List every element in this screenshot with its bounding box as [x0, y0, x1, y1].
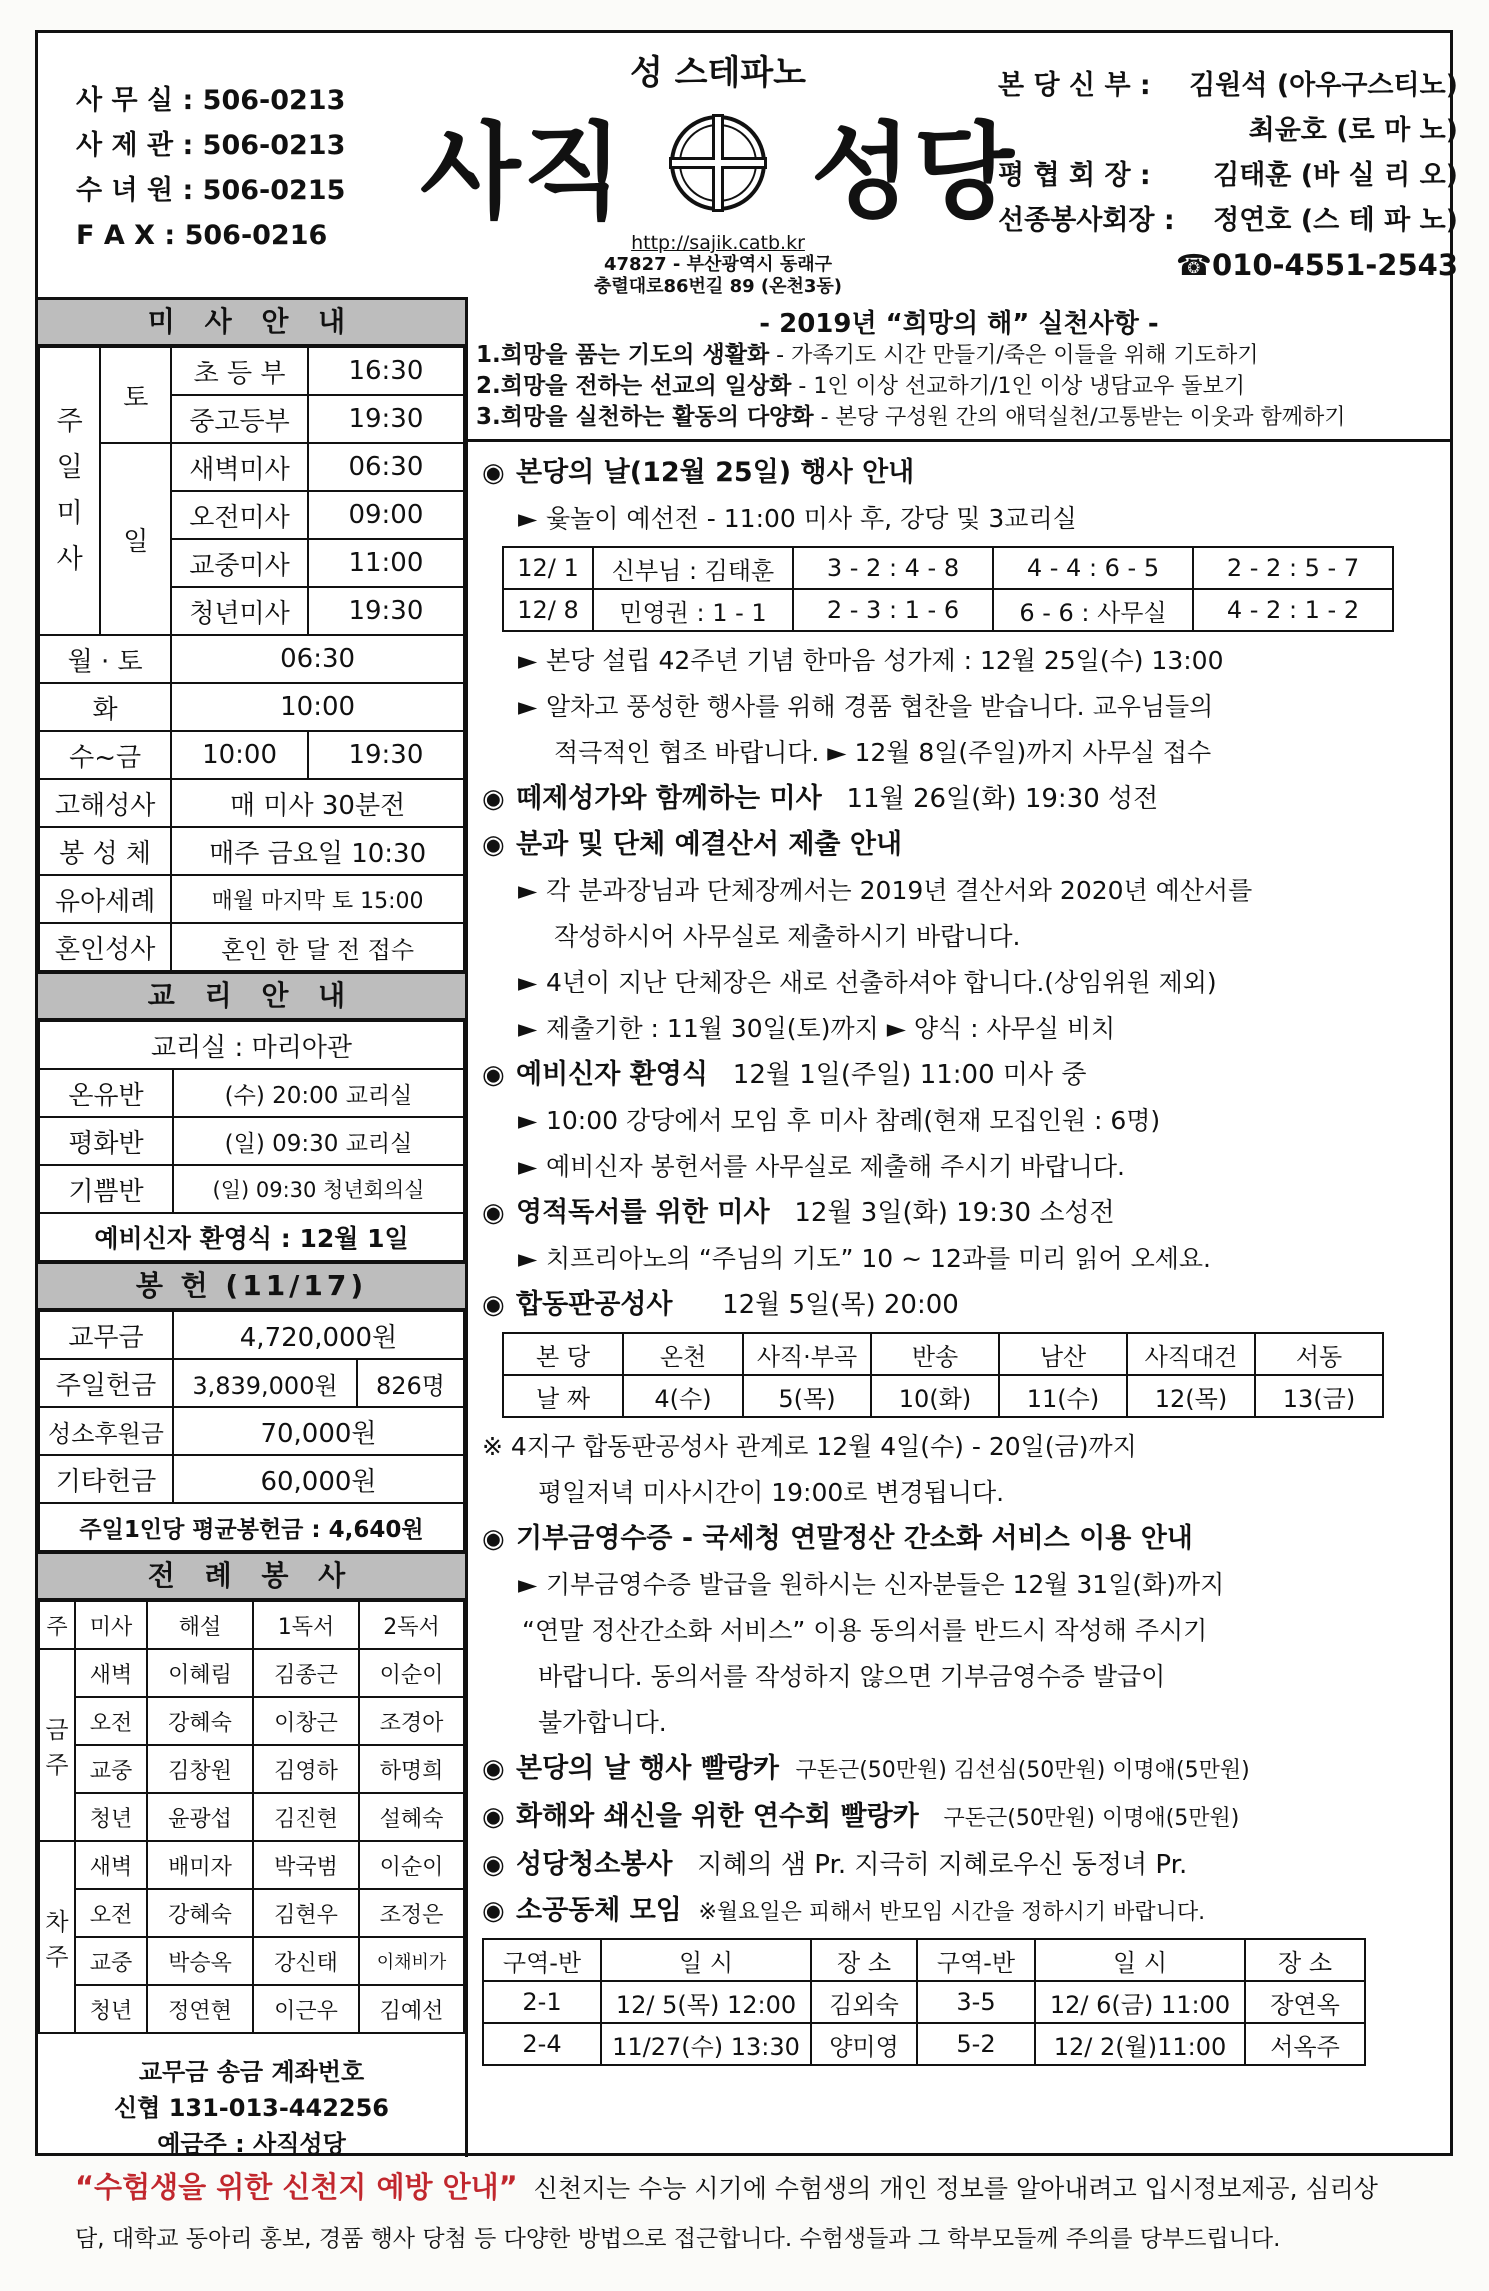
area-cell: 3-5 — [917, 1981, 1035, 2023]
triangle-bullet-icon: ► — [518, 1106, 538, 1135]
commentator: 강혜숙 — [147, 1697, 253, 1745]
class-name: 온유반 — [39, 1069, 173, 1117]
contact-convent: 수 녀 원 : 506-0215 — [76, 175, 346, 206]
sacrament-value: 혼인 한 달 전 접수 — [171, 923, 464, 971]
news-donor-feast: ◉ 본당의 날 행사 빨랑카 구돈근(50만원) 김선심(50만원) 이명애(5만원) — [482, 1746, 1450, 1794]
mass-name: 초 등 부 — [171, 347, 308, 395]
weekday-label: 화 — [39, 683, 171, 731]
class-time: (일) 09:30 교리실 — [173, 1117, 464, 1165]
date-cell: 11(수) — [999, 1375, 1127, 1417]
news-taize: ◉ 떼제성가와 함께하는 미사 11월 26일(화) 19:30 성전 — [482, 776, 1450, 822]
welcome-line: ► 10:00 강당에서 모임 후 미사 참례(현재 모집인원 : 6명) — [482, 1098, 1450, 1144]
reader1: 박국범 — [253, 1841, 359, 1889]
parish-url[interactable]: http://sajik.catb.kr — [631, 232, 805, 254]
catechumen-welcome: 예비신자 환영식 : 12월 1일 — [39, 1213, 464, 1261]
sacrament-value: 매 미사 30분전 — [171, 779, 464, 827]
reader2: 조정은 — [359, 1889, 464, 1937]
yut-match: 2 - 2 : 5 - 7 — [1193, 547, 1393, 589]
contact-fax: F A X : 506-0216 — [76, 220, 328, 251]
parish-cell: 남산 — [999, 1333, 1127, 1375]
weekday-time: 10:00 — [171, 683, 464, 731]
reader1: 이근우 — [253, 1985, 359, 2033]
date-cell: 13(금) — [1255, 1375, 1383, 1417]
area-cell: 5-2 — [917, 2023, 1035, 2065]
bullseye-icon: ◉ — [482, 1060, 505, 1090]
commentator: 김창원 — [147, 1745, 253, 1793]
offering-amount: 4,720,000원 — [173, 1311, 464, 1359]
class-time: (수) 20:00 교리실 — [173, 1069, 464, 1117]
address-line-1: 47827 - 부산광역시 동래구 — [604, 254, 832, 275]
practice-item: 1.희망을 품는 기도의 생활화 - 가족기도 시간 만들기/죽은 이들을 위해 기도하기 — [476, 342, 1259, 368]
reader1: 김현우 — [253, 1889, 359, 1937]
yut-match: 6 - 6 : 사무실 — [993, 589, 1193, 631]
triangle-bullet-icon: ► — [518, 968, 538, 997]
contact-office: 사 무 실 : 506-0213 — [76, 85, 346, 116]
bullseye-icon: ◉ — [482, 1802, 505, 1832]
bullseye-icon: ◉ — [482, 1896, 505, 1926]
triangle-bullet-icon: ► — [518, 1152, 538, 1181]
col-mass: 미사 — [75, 1601, 147, 1649]
triangle-bullet-icon: ► — [518, 504, 538, 533]
reader1: 강신태 — [253, 1937, 359, 1985]
parish-cell: 온천 — [623, 1333, 743, 1375]
contact-rectory: 사 제 관 : 506-0213 — [76, 130, 346, 161]
mass-slot: 오전 — [75, 1889, 147, 1937]
triangle-bullet-icon: ► — [518, 692, 538, 721]
weekday-time: 06:30 — [171, 635, 464, 683]
reader2: 김예선 — [359, 1985, 464, 2033]
news-welcome: ◉ 예비신자 환영식 12월 1일(주일) 11:00 미사 중 — [482, 1052, 1450, 1098]
clergy-list — [998, 63, 1458, 288]
liturgy-section-title: 전 례 봉 사 — [38, 1552, 465, 1600]
col-time: 일 시 — [601, 1939, 811, 1981]
col-commentator: 해설 — [147, 1601, 253, 1649]
account-title: 교무금 송금 계좌번호 — [138, 2058, 365, 2086]
receipt-line-4: 불가합니다. — [538, 1708, 667, 1737]
triangle-bullet-icon: ► — [518, 876, 538, 905]
mass-time: 11:00 — [308, 539, 464, 587]
news-donor-retreat: ◉ 화해와 쇄신을 위한 연수회 빨랑카 구돈근(50만원) 이명애(5만원) — [482, 1794, 1450, 1842]
yut-match: 3 - 2 : 4 - 8 — [793, 547, 993, 589]
reading-line: ► 치프리아노의 “주님의 기도” 10 ~ 12과를 미리 읽어 오세요. — [482, 1236, 1450, 1282]
reader1: 김진현 — [253, 1793, 359, 1841]
news-feast-day: ◉ 본당의 날(12월 25일) 행사 안내 — [482, 450, 1450, 496]
date-cell: 10(화) — [871, 1375, 999, 1417]
sacrament-value: 매주 금요일 10:30 — [171, 827, 464, 875]
mass-schedule-table — [38, 346, 465, 972]
sacrament-value: 매월 마지막 토 15:00 — [171, 875, 464, 923]
right-column — [468, 297, 1450, 2066]
receipt-line-2: “연말 정산간소화 서비스” 이용 동의서를 반드시 작성해 주시기 — [522, 1616, 1208, 1645]
warning-line-1: 신천지는 수능 시기에 수험생의 개인 정보를 알아내려고 입시정보제공, 심리상 — [533, 2174, 1378, 2203]
reader1: 김종근 — [253, 1649, 359, 1697]
parish-cell: 사직·부곡 — [743, 1333, 871, 1375]
sponsor-line: ► 알차고 풍성한 행사를 위해 경품 협찬을 받습니다. 교우님들의 — [482, 684, 1450, 730]
col-place: 장 소 — [1245, 1939, 1365, 1981]
mass-time: 19:30 — [308, 587, 464, 635]
time-cell: 12/ 2(월)11:00 — [1035, 2023, 1245, 2065]
parish-cell: 본 당 — [503, 1333, 623, 1375]
mass-slot: 교중 — [75, 1745, 147, 1793]
news-receipt: ◉ 기부금영수증 - 국세청 연말정산 간소화 서비스 이용 안내 — [482, 1516, 1450, 1562]
mass-time: 19:30 — [308, 395, 464, 443]
class-time: (일) 09:30 청년회의실 — [173, 1165, 464, 1213]
yut-match: 2 - 3 : 1 - 6 — [793, 589, 993, 631]
news-small-community: ◉ 소공동체 모임 ※월요일은 피해서 반모임 시간을 정하시기 바랍니다. — [482, 1888, 1450, 1936]
mass-time: 06:30 — [308, 443, 464, 491]
col-week: 주 — [39, 1601, 75, 1649]
catechism-section-title: 교 리 안 내 — [38, 972, 465, 1020]
next-week-label: 차주 — [39, 1841, 75, 2033]
weekday-label: 수~금 — [39, 731, 171, 779]
mass-slot: 새벽 — [75, 1841, 147, 1889]
penance-table — [502, 1332, 1384, 1418]
commentator: 이혜림 — [147, 1649, 253, 1697]
receipt-line: ► 기부금영수증 발급을 원하시는 신자분들은 12월 31일(화)까지 — [482, 1562, 1450, 1608]
parish-masthead — [398, 43, 1038, 313]
yut-match: 민영권 : 1 - 1 — [593, 589, 793, 631]
col-reading1: 1독서 — [253, 1601, 359, 1649]
bullseye-icon: ◉ — [482, 1754, 505, 1784]
sunday-label: 일 — [100, 443, 171, 635]
place-cell: 김외숙 — [811, 1981, 917, 2023]
attendance-count: 826명 — [357, 1359, 464, 1407]
cross-emblem-icon — [663, 108, 773, 218]
yut-date: 12/ 8 — [503, 589, 593, 631]
mass-slot: 새벽 — [75, 1649, 147, 1697]
small-community-table — [482, 1938, 1366, 2066]
area-cell: 2-1 — [483, 1981, 601, 2023]
triangle-bullet-icon: ► — [518, 1014, 538, 1043]
commentator: 윤광섭 — [147, 1793, 253, 1841]
parish-cell: 사직대건 — [1127, 1333, 1255, 1375]
account-number: 신협 131-013-442256 — [113, 2094, 390, 2122]
bullseye-icon: ◉ — [482, 1290, 505, 1320]
date-cell: 5(목) — [743, 1375, 871, 1417]
mass-name: 교중미사 — [171, 539, 308, 587]
offering-label: 교무금 — [39, 1311, 173, 1359]
place-cell: 장연옥 — [1245, 1981, 1365, 2023]
welcome-line: ► 예비신자 봉헌서를 사무실로 제출해 주시기 바랍니다. — [482, 1144, 1450, 1190]
penance-note: ※ 4지구 합동판공성사 관계로 12월 4일(수) - 20일(금)까지 — [482, 1432, 1137, 1461]
yut-date: 12/ 1 — [503, 547, 593, 589]
yut-line: ► 윷놀이 예선전 - 11:00 미사 후, 강당 및 3교리실 — [482, 496, 1450, 542]
weekday-time: 10:00 — [171, 731, 308, 779]
budget-line: ► 각 분과장님과 단체장께서는 2019년 결산서와 2020년 예산서를 — [482, 868, 1450, 914]
sunday-mass-label: 주일미사 — [39, 347, 100, 635]
budget-line: ► 4년이 지난 단체장은 새로 선출하셔야 합니다.(상임위원 제외) — [482, 960, 1450, 1006]
offering-section-title: 봉 헌 (11/17) — [38, 1262, 465, 1310]
parish-cell: 반송 — [871, 1333, 999, 1375]
clergy-pastor: 본 당 신 부 : 김원석 (아우구스티노) — [998, 70, 1458, 101]
triangle-bullet-icon: ► — [518, 646, 538, 675]
penance-note-2: 평일저녁 미사시간이 19:00로 변경됩니다. — [538, 1478, 1005, 1507]
clergy-council: 평 협 회 장 : 김태훈 (바 실 리 오) — [998, 160, 1458, 191]
yut-match: 4 - 2 : 1 - 2 — [1193, 589, 1393, 631]
date-cell: 12(목) — [1127, 1375, 1255, 1417]
practice-title: - 2019년 “희망의 해” 실천사항 - — [759, 309, 1159, 339]
warning-line-2: 담, 대학교 동아리 홍보, 경품 행사 당첨 등 다양한 방법으로 접근합니다. 수험생들과 그 학부모들께 주의를 당부드립니다. — [75, 2226, 1281, 2252]
budget-line-2: 작성하시어 사무실로 제출하시기 바랍니다. — [554, 922, 1021, 951]
phone-number: ☎010-4551-2543 — [1175, 248, 1458, 282]
commentator: 배미자 — [147, 1841, 253, 1889]
offering-table — [38, 1310, 465, 1552]
left-column — [38, 297, 468, 2157]
clergy-assistant: 최윤호 (로 마 노) — [1248, 115, 1458, 146]
reader1: 이창근 — [253, 1697, 359, 1745]
parish-cell: 서동 — [1255, 1333, 1383, 1375]
yut-match: 4 - 4 : 6 - 5 — [993, 547, 1193, 589]
offering-amount: 3,839,000원 — [173, 1359, 357, 1407]
reader2: 이순이 — [359, 1649, 464, 1697]
mass-name: 오전미사 — [171, 491, 308, 539]
bullseye-icon: ◉ — [482, 1524, 505, 1554]
mass-time: 16:30 — [308, 347, 464, 395]
offering-amount: 70,000원 — [173, 1407, 464, 1455]
practice-item: 3.희망을 실천하는 활동의 다양화 - 본당 구성원 간의 애덕실천/고통받는 이웃과 함께하기 — [476, 404, 1346, 430]
bulletin-frame — [35, 30, 1458, 2158]
news-list — [468, 442, 1450, 2066]
commentator: 박승옥 — [147, 1937, 253, 1985]
catechism-table — [38, 1020, 465, 1262]
bullseye-icon: ◉ — [482, 1198, 505, 1228]
average-offering: 주일1인당 평균봉헌금 : 4,640원 — [39, 1503, 464, 1551]
account-info — [38, 2034, 465, 2162]
parish-name-left: 사직 — [420, 111, 625, 233]
area-cell: 2-4 — [483, 2023, 601, 2065]
news-reading: ◉ 영적독서를 위한 미사 12월 3일(화) 19:30 소성전 — [482, 1190, 1450, 1236]
col-place: 장 소 — [811, 1939, 917, 1981]
time-cell: 12/ 5(목) 12:00 — [601, 1981, 811, 2023]
parish-name-right: 성당 — [811, 111, 1016, 233]
col-area: 구역-반 — [483, 1939, 601, 1981]
mass-slot: 청년 — [75, 1985, 147, 2033]
date-cell: 4(수) — [623, 1375, 743, 1417]
mass-slot: 오전 — [75, 1697, 147, 1745]
reader2: 조경아 — [359, 1697, 464, 1745]
mass-slot: 교중 — [75, 1937, 147, 1985]
sacrament-label: 고해성사 — [39, 779, 171, 827]
col-reading2: 2독서 — [359, 1601, 464, 1649]
reader1: 김영하 — [253, 1745, 359, 1793]
mass-time: 09:00 — [308, 491, 464, 539]
mass-section-title: 미 사 안 내 — [38, 300, 465, 346]
sacrament-label: 유아세례 — [39, 875, 171, 923]
saturday-label: 토 — [100, 347, 171, 443]
class-name: 기쁨반 — [39, 1165, 173, 1213]
sponsor-line-2: 적극적인 협조 바랍니다. ► 12월 8일(주일)까지 사무실 접수 — [554, 738, 1212, 767]
reader2: 이채비가 — [359, 1937, 464, 1985]
office-contacts — [76, 78, 345, 258]
class-name: 평화반 — [39, 1117, 173, 1165]
offering-amount: 60,000원 — [173, 1455, 464, 1503]
budget-line: ► 제출기한 : 11월 30일(토)까지 ► 양식 : 사무실 비치 — [482, 1006, 1450, 1052]
this-week-label: 금주 — [39, 1649, 75, 1841]
weekday-label: 월 · 토 — [39, 635, 171, 683]
bullseye-icon: ◉ — [482, 830, 505, 860]
bullseye-icon: ◉ — [482, 784, 505, 814]
time-cell: 12/ 6(금) 11:00 — [1035, 1981, 1245, 2023]
commentator: 강혜숙 — [147, 1889, 253, 1937]
parish-title — [398, 88, 1038, 238]
reader2: 설혜숙 — [359, 1793, 464, 1841]
col-time: 일 시 — [1035, 1939, 1245, 1981]
receipt-line-3: 바랍니다. 동의서를 작성하지 않으면 기부금영수증 발급이 — [538, 1662, 1166, 1691]
sacrament-label: 봉 성 체 — [39, 827, 171, 875]
catechism-room: 교리실 : 마리아관 — [39, 1021, 464, 1069]
address-line-2: 충렬대로86번길 89 (온천3동) — [593, 276, 843, 297]
patron-saint: 성 스테파노 — [629, 53, 807, 93]
choir-line: ► 본당 설립 42주년 기념 한마음 성가제 : 12월 25일(수) 13:00 — [482, 638, 1450, 684]
mass-name: 청년미사 — [171, 587, 308, 635]
place-cell: 양미영 — [811, 2023, 917, 2065]
news-penance: ◉ 합동판공성사 12월 5일(목) 20:00 — [482, 1282, 1450, 1328]
warning-headline: “수험생을 위한 신천지 예방 안내” — [75, 2170, 518, 2204]
yut-match: 신부님 : 김태훈 — [593, 547, 793, 589]
bullseye-icon: ◉ — [482, 458, 505, 488]
triangle-bullet-icon: ► — [518, 1244, 538, 1273]
col-area: 구역-반 — [917, 1939, 1035, 1981]
account-holder: 예금주 : 사직성당 — [157, 2130, 346, 2158]
news-cleaning: ◉ 성당청소봉사 지혜의 샘 Pr. 지극히 지혜로우신 동정녀 Pr. — [482, 1842, 1450, 1888]
place-cell: 서옥주 — [1245, 2023, 1365, 2065]
offering-label: 성소후원금 — [39, 1407, 173, 1455]
shincheonji-warning — [35, 2162, 1453, 2264]
reader2: 이순이 — [359, 1841, 464, 1889]
mass-name: 새벽미사 — [171, 443, 308, 491]
time-cell: 11/27(수) 13:30 — [601, 2023, 811, 2065]
practice-item: 2.희망을 전하는 선교의 일상화 - 1인 이상 선교하기/1인 이상 냉담교우 돌보기 — [476, 373, 1245, 399]
liturgy-table — [38, 1600, 465, 2034]
clergy-funeral: 선종봉사회장 : 정연호 (스 테 파 노) — [998, 205, 1458, 236]
commentator: 정연현 — [147, 1985, 253, 2033]
offering-label: 주일헌금 — [39, 1359, 173, 1407]
triangle-bullet-icon: ► — [518, 1570, 538, 1599]
weekday-time-evening: 19:30 — [308, 731, 464, 779]
mass-name: 중고등부 — [171, 395, 308, 443]
yut-results-table — [502, 546, 1394, 632]
bullseye-icon: ◉ — [482, 1850, 505, 1880]
reader2: 하명희 — [359, 1745, 464, 1793]
date-cell: 날 짜 — [503, 1375, 623, 1417]
offering-label: 기타헌금 — [39, 1455, 173, 1503]
sacrament-label: 혼인성사 — [39, 923, 171, 971]
news-budget: ◉ 분과 및 단체 예결산서 제출 안내 — [482, 822, 1450, 868]
mass-slot: 청년 — [75, 1793, 147, 1841]
